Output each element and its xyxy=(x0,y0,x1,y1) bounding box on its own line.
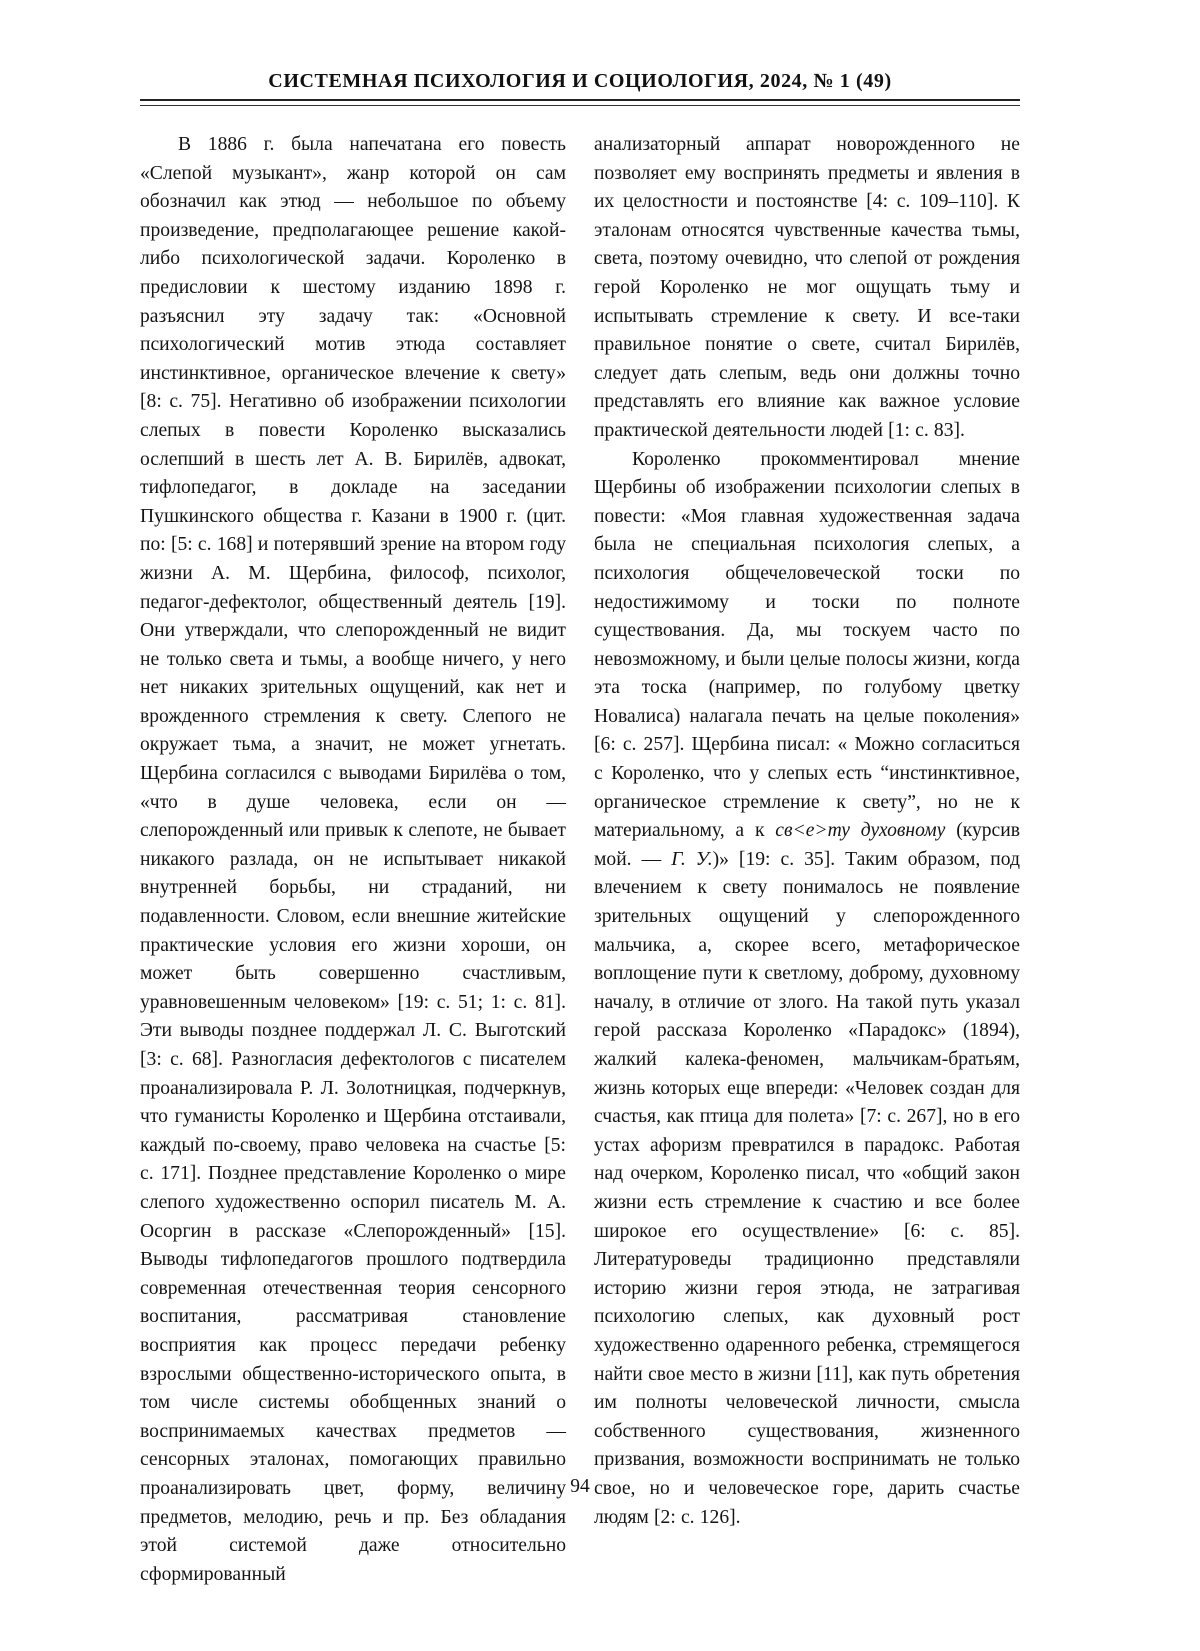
italic-text-run: Г. У. xyxy=(671,848,713,870)
header-rule-thick xyxy=(140,99,1020,101)
text-run: В 1886 г. была напечатана его повесть «Слепой музыкант», жанр которой он сам обозначил как этюд — небольшое по объему произведение, предполагающее решение какой-либо психологической задачи. Короленко в предисловии к шестому изданию 1898 г. разъяснил эту задачу так: «Основной психологический мотив этюда составляет инстинктивное, органическое влечение к свету» [8: с. 75]. Негативно об изображении психологии слепых в повести Короленко высказались ослепший в шесть лет А. В. Бирилёв, адвокат, тифлопедагог, в докладе на заседании Пушкинского общества г. Казани в 1900 г. (цит. по: [5: с. 168] и потерявший зрение на втором году жизни А. М. Щербина, философ, психолог, педагог-дефектолог, общественный деятель [19]. Они утверждали, что слепорожденный не видит не только света и тьмы, а вообще ничего, у него нет никаких зрительных ощущений, как нет и врожденного стремления к свету. Слепого не окружает тьма, а значит, не может угнетать. Щербина согласился с выводами Бирилёва о том, «что в душе человека, если он — слепорожденный или привык к слепоте, не бывает никакого разлада, он не испытывает никакой внутренней борьбы, ни страданий, ни подавленности. Словом, если внешние житейские практические условия его жизни хороши, он может быть совершенно счастливым, уравновешенным человеком» [19: с. 51; 1: с. 81]. Эти выводы позднее поддержал Л. С. Выготский [3: с. 68]. Разногласия дефектологов с писателем проанализировала Р. Л. Золотницкая, подчеркнув, что гуманисты Короленко и Щербина отстаивали, каждый по-своему, право человека на счастье [5: с. 171]. Позднее представление Короленко о мире слепого художественно оспорил писатель М. А. Осоргин в рассказе «Слепорожденный» [15]. Выводы тифлопедагогов прошлого подтвердила современная отечественная теория сенсорного воспитания, рассматривая становление восприятия как процесс передачи ребенку взрослыми общественно-исторического опыта, в том числе системы обобщенных знаний о воспринимаемых качествах предметов — сенсорных эталонах, помогающих правильно проанализировать цвет, форму, величину предметов, мелодию, речь и пр. Без обладания этой системой даже относительно сформированный xyxy=(140,134,566,1585)
text-run: (курсив мой. — xyxy=(594,820,1020,870)
text-run: )» [19: с. 35]. Таким образом, под влечением к свету понималось не появление зрительных ощущений у слепорожденного мальчика, а, скорее всего, метафорическое воплощение пути к светлому, доброму, духовному началу, в отличие от злого. На такой путь указал герой рассказа Короленко «Парадокс» (1894), жалкий калека-феномен, мальчикам-братьям, жизнь которых еще впереди: «Человек создан для счастья, как птица для полета» [7: с. 267], но в его устах афоризм превратился в парадокс. Работая над очерком, Короленко писал, что «общий закон жизни есть стремление к счастию и все более широкое его осуществление» [6: с. 85]. Литературоведы традиционно представляли историю жизни героя этюда, не затрагивая психологию слепых, как духовный рост художественно одаренного ребенка, стремящегося найти свое место в жизни [11], как путь обретения им полноты человеческой личности, смысла собственного существования, жизненного призвания, возможности воспринимать не только свое, но и человеческое горе, дарить счастье людям [2: с. 126]. xyxy=(594,848,1020,1528)
page-number: 94 xyxy=(570,1476,590,1497)
paragraph xyxy=(594,131,1020,446)
paragraph xyxy=(594,446,1020,1533)
right-column xyxy=(594,131,1020,1589)
header-rule-thin xyxy=(140,105,1020,106)
text-run: анализаторный аппарат новорожденного не позволяет ему воспринять предметы и явления в их целостности и постоянстве [4: с. 109–110]. К эталонам относятся чувственные качества тьмы, света, поэтому очевидно, что слепой от рождения герой Короленко не мог ощущать тьму и испытывать стремление к свету. И все-таки правильное понятие о свете, считал Бирилёв, следует дать слепым, ведь они должны точно представлять его влияние как важное условие практической деятельности людей [1: с. 83]. xyxy=(594,134,1020,441)
text-columns xyxy=(140,131,1020,1589)
left-column xyxy=(140,131,566,1589)
paragraph xyxy=(140,131,566,1589)
italic-text-run: св<е>ту духовному xyxy=(775,820,946,842)
text-run: Короленко прокомментировал мнение Щербины об изображении психологии слепых в повести: «Моя главная художественная задача была не специальная психология слепых, а психология общечеловеческой тоски по недостижимому и тоски по полноте существования. Да, мы тоскуем часто по невозможному, и были целые полосы жизни, когда эта тоска (например, по голубому цветку Новалиса) налагала печать на целые поколения» [6: с. 257]. Щербина писал: « Можно согласиться с Короленко, что у слепых есть “инстинктивное, органическое стремление к свету”, но не к материальному, а к xyxy=(594,448,1020,842)
journal-header: СИСТЕМНАЯ ПСИХОЛОГИЯ И СОЦИОЛОГИЯ, 2024, № 1 (49) xyxy=(268,70,892,92)
